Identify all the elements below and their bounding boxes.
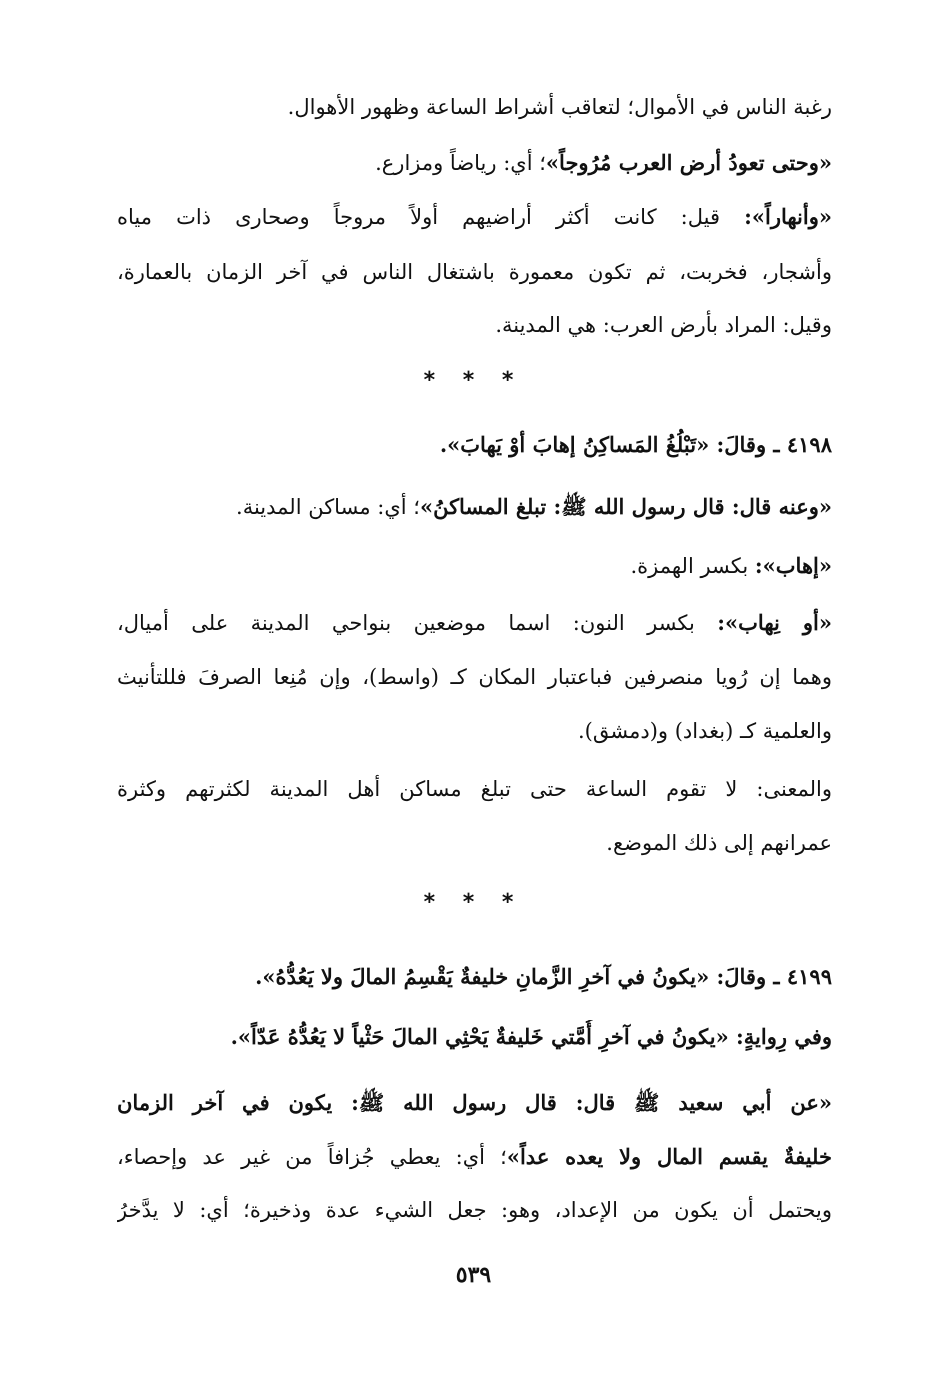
text-line bbox=[117, 549, 832, 585]
text-line bbox=[117, 1193, 832, 1229]
text-line bbox=[117, 200, 832, 236]
text-line bbox=[117, 255, 832, 291]
text-segment: ؛ أي: مساكن المدينة. bbox=[236, 495, 420, 519]
hadith-heading bbox=[117, 960, 832, 996]
text-segment: والمعنى: لا تقوم الساعة حتى تبلغ مساكن أهل المدينة لكثرتهم وكثرة bbox=[117, 777, 832, 801]
text-line bbox=[117, 90, 832, 126]
text-segment: بكسر النون: اسما موضعين بنواحي المدينة على أميال، bbox=[117, 611, 718, 635]
bold-segment: وفي رِوايةٍ: «يكونُ في آخرِ أُمَّتي خَليفةٌ يَحْثِي المالَ حَثْياً لا يَعُدُّهُ عَدّاً». bbox=[230, 1024, 832, 1049]
text-segment: عمرانهم إلى ذلك الموضع. bbox=[606, 831, 832, 855]
page-number: ٥٣٩ bbox=[455, 1262, 492, 1288]
text-segment: رغبة الناس في الأموال؛ لتعاقب أشراط الساعة وظهور الأهوال. bbox=[287, 95, 832, 119]
bold-segment: ٤١٩٨ ـ وقالَ: «تَبْلُغُ المَساكِنُ إهابَ أوْ يَهابَ». bbox=[439, 432, 832, 457]
text-segment: وقيل: المراد بأرض العرب: هي المدينة. bbox=[495, 313, 832, 337]
hadith-heading bbox=[117, 428, 832, 464]
text-line bbox=[117, 490, 832, 526]
text-segment: والعلمية كـ (بغداد) و(دمشق). bbox=[578, 719, 832, 743]
text-line bbox=[117, 308, 832, 344]
text-line bbox=[117, 772, 832, 808]
bold-segment: «وحتى تعودُ أرض العرب مُرُوجاً» bbox=[545, 150, 832, 175]
bold-segment: «عن أبي سعيد ﷺ قال: قال رسول الله ﷺ: يكون في آخر الزمان bbox=[117, 1090, 832, 1115]
text-line bbox=[117, 826, 832, 862]
text-segment: ؛ أي: رياضاً ومزارع. bbox=[375, 151, 546, 175]
bold-segment: «وأنهاراً»: bbox=[744, 204, 832, 229]
section-separator: * * * bbox=[423, 890, 524, 915]
text-line bbox=[117, 1086, 832, 1122]
text-line bbox=[117, 146, 832, 182]
text-segment: ويحتمل أن يكون من الإعداد، وهو: جعل الشيء عدة وذخيرة؛ أي: لا يدَّخرُ bbox=[117, 1198, 832, 1222]
bold-segment: ٤١٩٩ ـ وقالَ: «يكونُ في آخرِ الزَّمانِ خليفةٌ يَقْسِمُ المالَ ولا يَعُدُّهُ». bbox=[255, 964, 832, 989]
bold-segment: «وعنه قال: قال رسول الله ﷺ: تبلغ المساكنُ» bbox=[419, 494, 832, 519]
bold-segment: «إهاب»: bbox=[754, 553, 832, 578]
section-separator: * * * bbox=[423, 368, 524, 393]
text-segment: وهما إن رُويا منصرفين فباعتبار المكان كـ (واسط)، وإن مُنِعا الصرفَ فللتأنيث bbox=[117, 665, 832, 689]
bold-segment: خليفةٌ يقسم المال ولا يعده عداً» bbox=[506, 1144, 832, 1169]
text-line bbox=[117, 606, 832, 642]
text-segment: وأشجار، فخربت، ثم تكون معمورة باشتغال الناس في آخر الزمان بالعمارة، bbox=[117, 260, 832, 284]
hadith-variant bbox=[117, 1020, 832, 1056]
text-segment: قيل: كانت أكثر أراضيهم أولاً مروجاً وصحارى ذات مياه bbox=[117, 205, 745, 229]
text-segment: ؛ أي: يعطي جُزافاً من غير عد وإحصاء، bbox=[117, 1145, 507, 1169]
text-line bbox=[117, 660, 832, 696]
text-line bbox=[117, 714, 832, 750]
text-segment: بكسر الهمزة. bbox=[630, 554, 755, 578]
bold-segment: «أو نِهاب»: bbox=[717, 610, 832, 635]
text-line bbox=[117, 1140, 832, 1176]
